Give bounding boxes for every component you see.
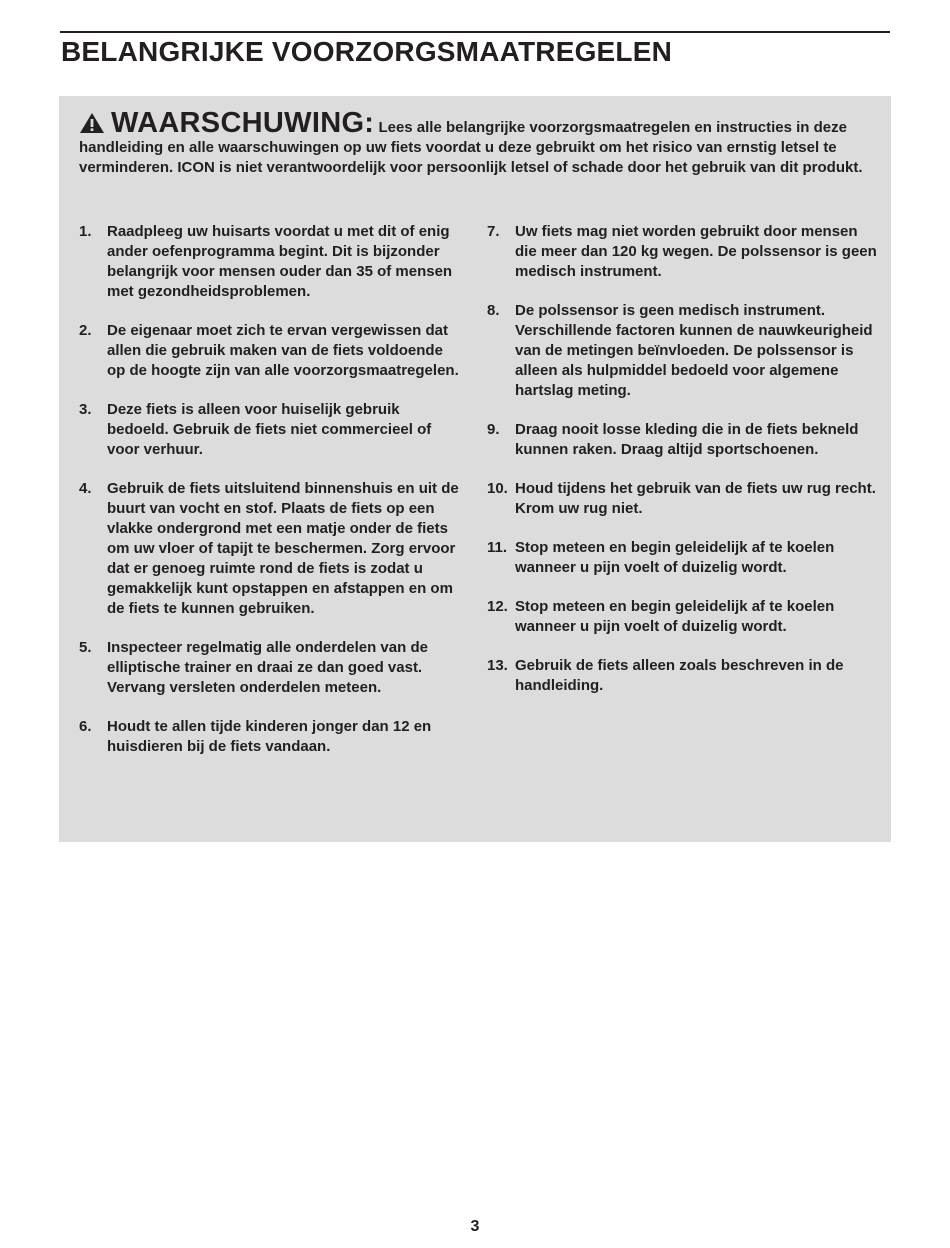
- warning-intro-text: Lees alle belangrijke voorzorgsmaatregelen en instructies in deze handleiding en alle waarschuwingen op uw fiets voordat u deze gebruikt om het risico van ernstig letsel te verminderen. ICON is niet verantwoordelijk voor persoonlijk letsel of schade door het gebruik van dit produkt.: [79, 119, 863, 176]
- precaution-text: Inspecteer regelmatig alle onderdelen van de elliptische trainer en draai ze dan goed vast. Vervang versleten onderdelen meteen.: [107, 639, 428, 696]
- header-rule: [60, 31, 890, 33]
- precaution-text: Uw fiets mag niet worden gebruikt door mensen die meer dan 120 kg wegen. De polssensor is geen medisch instrument.: [515, 223, 877, 280]
- precaution-number: 1.: [79, 223, 92, 240]
- precautions-right-column: [487, 222, 877, 715]
- warning-intro: [79, 107, 874, 178]
- precaution-text: Raadpleeg uw huisarts voordat u met dit of enig ander oefenprogramma begint. Dit is bijzonder belangrijk voor mensen ouder dan 35 of mensen met gezondheidsproblemen.: [107, 223, 453, 300]
- precaution-text: Houd tijdens het gebruik van de fiets uw rug recht. Krom uw rug niet.: [515, 480, 876, 517]
- precaution-number: 4.: [79, 480, 92, 497]
- precaution-item: [487, 301, 877, 401]
- page-title: BELANGRIJKE VOORZORGSMAATREGELEN: [61, 36, 673, 67]
- page-number: 3: [470, 1218, 480, 1235]
- precaution-item: [487, 597, 877, 637]
- warning-box: [59, 96, 891, 842]
- precaution-number: 5.: [79, 639, 92, 656]
- precaution-text: De polssensor is geen medisch instrument. Verschillende factoren kunnen de nauwkeurigheid van de metingen beïnvloeden. De polssensor is alleen als hulpmiddel bedoeld voor algemene hartslag meting.: [515, 302, 873, 399]
- precaution-number: 9.: [487, 421, 500, 438]
- precaution-item: [487, 479, 877, 519]
- precaution-number: 7.: [487, 223, 500, 240]
- precaution-item: [79, 479, 464, 619]
- precaution-text: Houdt te allen tijde kinderen jonger dan 12 en huisdieren bij de fiets vandaan.: [107, 718, 432, 755]
- precaution-text: Deze fiets is alleen voor huiselijk gebruik bedoeld. Gebruik de fiets niet commercieel of voor verhuur.: [107, 401, 432, 458]
- precaution-number: 6.: [79, 718, 92, 735]
- precaution-number: 2.: [79, 322, 92, 339]
- precaution-item: [79, 222, 464, 302]
- precaution-number: 8.: [487, 302, 500, 319]
- warning-triangle-icon: [79, 112, 105, 134]
- precautions-left-column: [79, 222, 464, 776]
- precaution-item: [79, 400, 464, 460]
- precaution-item: [487, 420, 877, 460]
- precaution-number: 11.: [487, 539, 508, 556]
- precaution-item: [79, 638, 464, 698]
- precaution-item: [487, 538, 877, 578]
- precaution-number: 10.: [487, 480, 508, 497]
- precaution-item: [79, 321, 464, 381]
- precaution-item: [79, 717, 464, 757]
- precaution-number: 13.: [487, 657, 508, 674]
- warning-label: WAARSCHUWING:: [111, 107, 375, 139]
- precaution-number: 3.: [79, 401, 92, 418]
- precaution-text: De eigenaar moet zich te ervan vergewissen dat allen die gebruik maken van de fiets voldoende op de hoogte zijn van alle voorzorgsmaatregelen.: [107, 322, 459, 379]
- precaution-item: [487, 656, 877, 696]
- precaution-text: Draag nooit losse kleding die in de fiets bekneld kunnen raken. Draag altijd sportschoenen.: [515, 421, 859, 458]
- precaution-item: [487, 222, 877, 282]
- precaution-number: 12.: [487, 598, 508, 615]
- precaution-text: Gebruik de fiets uitsluitend binnenshuis en uit de buurt van vocht en stof. Plaats de fiets op een vlakke ondergrond met een matje onder de fiets om uw vloer of tapijt te beschermen. Zorg ervoor dat er genoeg ruimte rond de fiets is zodat u gemakkelijk kunt opstappen en afstappen en om de fiets te kunnen gebruiken.: [107, 480, 459, 617]
- precaution-text: Stop meteen en begin geleidelijk af te koelen wanneer u pijn voelt of duizelig wordt.: [515, 539, 835, 576]
- precaution-text: Gebruik de fiets alleen zoals beschreven in de handleiding.: [515, 657, 844, 694]
- precaution-text: Stop meteen en begin geleidelijk af te koelen wanneer u pijn voelt of duizelig wordt.: [515, 598, 835, 635]
